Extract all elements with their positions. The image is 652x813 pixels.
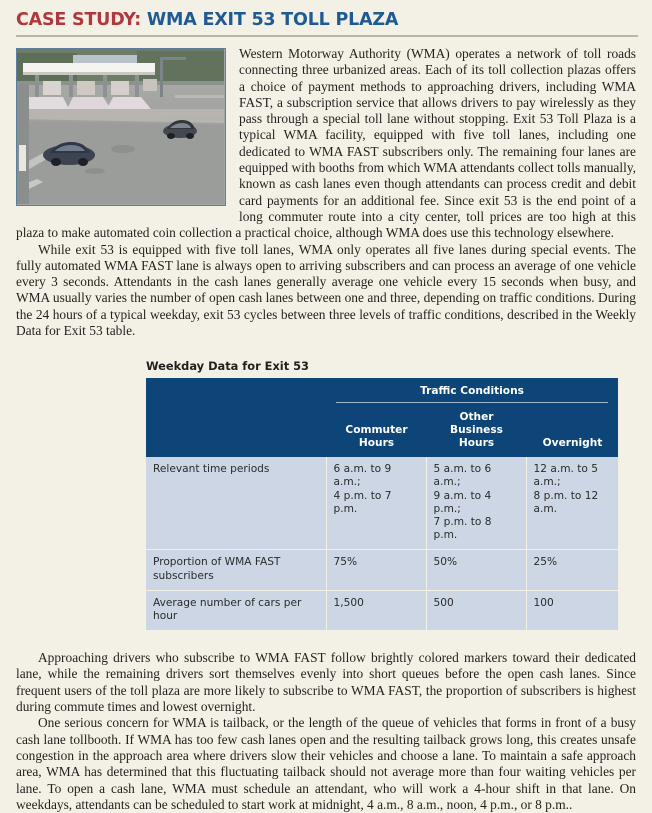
- cell-time-periods-commuter: [326, 456, 426, 550]
- cell-line: 8 p.m. to 12 a.m.: [533, 489, 599, 515]
- row-label-average-cars-per-hour: Average number of cars per hour: [146, 590, 326, 630]
- table-group-header: [326, 378, 618, 408]
- toll-plaza-illustration: [17, 49, 224, 204]
- subscribers-paragraph: Approaching drivers who subscribe to WMA FAST follow brightly colored markers toward their dedicated lane, while the remaining drivers sort themselves evenly into short queues before the open cash lanes. Since frequent users of the toll plaza are more likely to subscribe to WMA FAST, the proportion of subscribers is highest during commute times and lowest overnight.: [16, 650, 636, 715]
- column-header-line-1: Overnight: [542, 436, 603, 449]
- cell-proportion-overnight: 25%: [526, 550, 618, 590]
- cell-cars-other-business: 500: [426, 590, 526, 630]
- column-header-line-1: Commuter Hours: [345, 423, 408, 449]
- column-header-line-2: Business Hours: [450, 423, 503, 449]
- operations-paragraph: While exit 53 is equipped with five toll lanes, WMA only operates all five lanes during special events. The fully automated WMA FAST lane is always open to arriving subscribers and can process an average of one vehicle every 3 seconds. Attendants in the cash lanes generally average one vehicle every 15 seconds when busy, and WMA usually varies the number of open cash lanes between one and three, depending on traffic conditions. During the 24 hours of a typical weekday, exit 53 cycles between three levels of traffic conditions, described in the Weekly Data for Exit 53 table.: [16, 241, 636, 339]
- cell-line: 12 a.m. to 5 a.m.;: [533, 463, 599, 489]
- table-column-header-commuter-hours: [326, 408, 426, 456]
- weekday-data-table: [146, 378, 618, 630]
- cell-line: 7 p.m. to 8 p.m.: [433, 515, 492, 542]
- table-column-header-overnight: [526, 408, 618, 456]
- weekday-data-table-container: [146, 359, 618, 630]
- cell-proportion-commuter: 75%: [326, 550, 426, 590]
- intro-paragraph: Western Motorway Authority (WMA) operates a network of toll roads connecting three urbanized areas. Each of its toll collection plazas offers a choice of payment methods to approaching drivers, including WMA FAST, a subscription service that allows drivers to pay wirelessly as they pass through a special toll lane without stopping. Exit 53 Toll Plaza is a typical WMA facility, equipped with five toll lanes, including one dedicated to WMA FAST subscribers only. The remaining four lanes are equipped with booths from which WMA attendants collect tolls manually, known as cash lanes even though attendants can process credit and debit card payments for an additional fee. Since exit 53 is the end point of a long commuter route into a city center, toll prices are too high at this plaza to make automated coin collection a practical choice, although WMA does use this technology elsewhere.: [16, 46, 636, 241]
- table-corner-blank: [146, 378, 326, 456]
- table-row: [146, 590, 618, 630]
- toll-plaza-photograph: [16, 48, 226, 206]
- tailback-paragraph: One serious concern for WMA is tailback, or the length of the queue of vehicles that forms in front of a busy cash lane tollbooth. If WMA has too few cash lanes open and the resulting tailback grows long, this creates unsafe congestion in the approach area where drivers slow their vehicles and choose a lane. To maintain a safe approach area, WMA has determined that this fluctuating tailback should not average more than four waiting vehicles per lane. To open a cash lane, WMA must schedule an attendant, who will work a 4-hour shift in that lane. On weekdays, attendants can be scheduled to start work at midnight, 4 a.m., 8 a.m., noon, 4 p.m., or 8 p.m..: [16, 715, 636, 812]
- page-title-subject: WMA EXIT 53 TOLL PLAZA: [146, 10, 399, 30]
- table-row: [146, 550, 618, 590]
- page-title-label: CASE STUDY:: [16, 10, 141, 30]
- cell-time-periods-overnight: [526, 456, 618, 550]
- table-caption: Weekday Data for Exit 53: [146, 359, 309, 374]
- row-label-relevant-time-periods: Relevant time periods: [146, 456, 326, 550]
- cell-cars-overnight: 100: [526, 590, 618, 630]
- row-label-proportion-wma-fast-subscribers: Proportion of WMA FAST subscribers: [146, 550, 326, 590]
- table-row: [146, 456, 618, 550]
- cell-cars-commuter: 1,500: [326, 590, 426, 630]
- title-divider: [16, 35, 638, 37]
- table-column-header-other-business-hours: [426, 408, 526, 456]
- table-group-header-label: Traffic Conditions: [420, 385, 524, 398]
- page-title: [16, 10, 636, 30]
- cell-line: 9 a.m. to 4 p.m.;: [433, 489, 492, 515]
- cell-line: 6 a.m. to 9 a.m.;: [333, 463, 392, 489]
- cell-line: 4 p.m. to 7 p.m.: [333, 489, 392, 515]
- closing-text: [16, 650, 636, 813]
- cell-line: 5 a.m. to 6 a.m.;: [433, 463, 492, 489]
- group-header-underline: [336, 402, 608, 403]
- cell-proportion-other-business: 50%: [426, 550, 526, 590]
- column-header-line-1: Other: [459, 411, 494, 424]
- cell-time-periods-other-business: [426, 456, 526, 550]
